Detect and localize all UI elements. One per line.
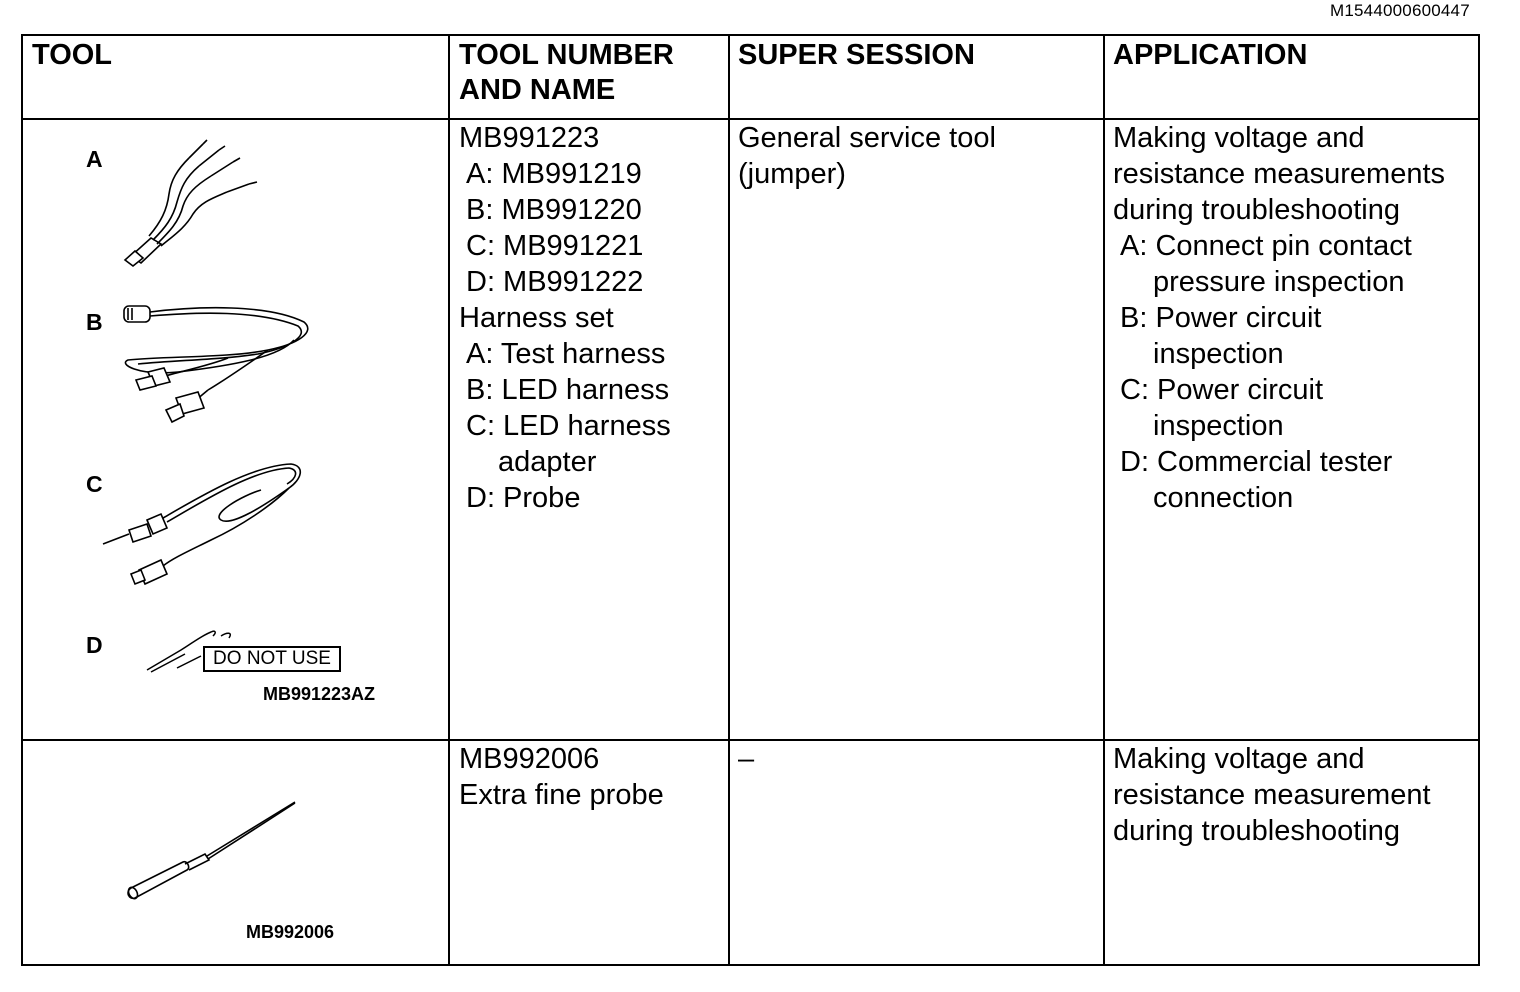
column-divider <box>1103 36 1105 964</box>
header-application: APPLICATION <box>1113 39 1308 71</box>
led-harness-adapter-illustration <box>101 456 311 591</box>
tool-number-line: A: Test harness <box>466 338 666 370</box>
tool-number-line: Harness set <box>459 302 614 334</box>
header-tool-number-line: AND NAME <box>459 74 616 106</box>
application-line: Making voltage and <box>1113 743 1365 775</box>
tool-number-cell <box>459 741 664 813</box>
super-session-line: (jumper) <box>738 158 846 190</box>
illustration-caption: MB992006 <box>246 922 335 942</box>
illustration-label-b: B <box>86 309 103 335</box>
application-line: inspection <box>1153 338 1284 370</box>
application-line: inspection <box>1153 410 1284 442</box>
tool-number-line: adapter <box>498 446 597 478</box>
tool-number-line: Extra fine probe <box>459 779 664 811</box>
super-session-cell <box>738 120 996 192</box>
illustration-label-c: C <box>86 471 103 497</box>
super-session-cell: – <box>738 743 755 775</box>
header-super-session: SUPER SESSION <box>738 39 975 71</box>
tool-number-cell <box>459 120 671 516</box>
do-not-use-label: DO NOT USE <box>203 646 341 672</box>
tool-number-line: D: MB991222 <box>466 266 644 298</box>
super-session-line: General service tool <box>738 122 996 154</box>
application-cell <box>1113 120 1445 516</box>
application-line: pressure inspection <box>1153 266 1405 298</box>
application-cell <box>1113 741 1431 849</box>
application-line: A: Connect pin contact <box>1120 230 1412 262</box>
application-line: Making voltage and <box>1113 122 1365 154</box>
application-line: connection <box>1153 482 1294 514</box>
tool-number-line: A: MB991219 <box>466 158 642 190</box>
application-line: resistance measurement <box>1113 779 1431 811</box>
tool-number-line: B: LED harness <box>466 374 670 406</box>
extra-fine-probe-illustration <box>123 798 303 908</box>
application-line: C: Power circuit <box>1120 374 1324 406</box>
column-divider <box>728 36 730 964</box>
application-line: during troubleshooting <box>1113 194 1400 226</box>
header-tool-number-line: TOOL NUMBER <box>459 39 674 71</box>
test-harness-illustration <box>103 136 273 276</box>
tool-number-line: B: MB991220 <box>466 194 642 226</box>
illustration-label-a: A <box>86 146 103 172</box>
led-harness-illustration <box>118 298 318 438</box>
tool-number-line: MB992006 <box>459 743 600 775</box>
application-line: during troubleshooting <box>1113 815 1400 847</box>
document-id: M1544000600447 <box>1330 1 1470 20</box>
column-divider <box>448 36 450 964</box>
application-line: B: Power circuit <box>1120 302 1322 334</box>
special-tools-table <box>21 34 1480 966</box>
illustration-label-d: D <box>86 632 103 658</box>
header-tool-number <box>459 38 674 108</box>
tool-number-line: C: LED harness <box>466 410 671 442</box>
tool-number-line: MB991223 <box>459 122 600 154</box>
illustration-caption: MB991223AZ <box>263 684 376 704</box>
tool-number-line: C: MB991221 <box>466 230 644 262</box>
application-line: resistance measurements <box>1113 158 1446 190</box>
tool-number-line: D: Probe <box>466 482 581 514</box>
header-tool: TOOL <box>32 39 113 71</box>
application-line: D: Commercial tester <box>1120 446 1393 478</box>
